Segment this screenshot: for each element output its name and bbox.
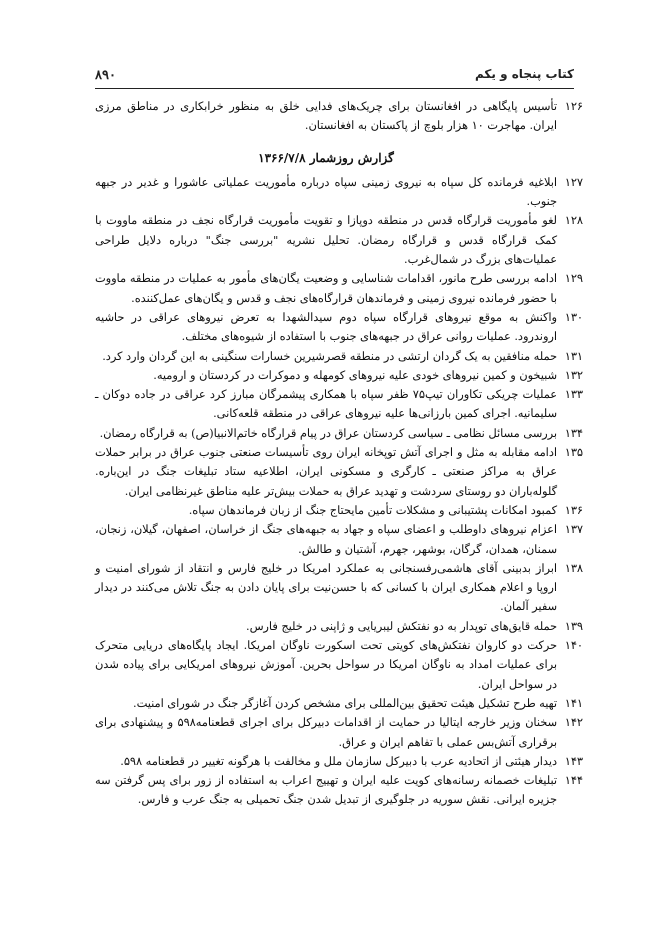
list-item <box>95 385 583 424</box>
item-number: ۱۳۹ <box>564 619 583 633</box>
item-text: بررسی مسائل نظامی ـ سیاسی کردستان عراق در پیام قرارگاه خاتم‌الانبیا(ص) به قرارگاه رمضان. <box>99 426 557 440</box>
chronology-content <box>95 97 583 810</box>
item-text: ابراز بدبینی آقای هاشمی‌رفسنجانی به عملکرد امریکا در خلیج فارس و انتقاد از شورای امنیت و اروپا و اعلام همکاری ایران با کسانی که با حسن‌نیت برای پایان دادن به جنگ تلاش می‌کنند در دیدار سفیر آلمان. <box>95 561 557 614</box>
item-number: ۱۴۲ <box>564 716 583 730</box>
item-number: ۱۲۶ <box>564 100 583 113</box>
item-text: شبیخون و کمین نیروهای خودی علیه نیروهای کومهله و دموکرات در کردستان و ارومیه. <box>153 368 557 382</box>
list-item <box>95 617 583 636</box>
list-item <box>95 424 583 443</box>
page-number: ۸۹۰ <box>95 68 116 83</box>
item-text: سخنان وزیر خارجه ایتالیا در حمایت از اقدامات دبیرکل برای اجرای قطعنامه۵۹۸ و پیشنهادی برای برقراری آتش‌بس عملی با تفاهم ایران و عراق. <box>95 716 557 749</box>
list-item <box>95 636 583 694</box>
list-item <box>95 173 583 212</box>
item-text: تهیه طرح تشکیل هیئت تحقیق بین‌المللی برای مشخص کردن آغازگر جنگ در شورای امنیت. <box>133 696 557 710</box>
item-number: ۱۴۱ <box>564 696 583 710</box>
item-number: ۱۴۰ <box>564 639 583 653</box>
running-header <box>95 66 574 89</box>
list-item <box>95 97 583 136</box>
item-text: دیدار هیئتی از اتحادیه عرب با دبیرکل سازمان ملل و مخالفت با هرگونه تغییر در قطعنامه ۵۹۸. <box>120 754 557 768</box>
list-item <box>95 347 583 366</box>
list-item <box>95 771 583 810</box>
item-number: ۱۴۳ <box>564 754 583 768</box>
item-number: ۱۳۵ <box>564 446 583 460</box>
item-text: ابلاغیه فرمانده کل سپاه به نیروی زمینی سپاه درباره مأموریت عملیاتی عاشورا و غدیر در جبهه جنوب. <box>95 175 557 209</box>
item-number: ۱۲۹ <box>564 272 583 286</box>
list-item <box>95 308 583 347</box>
item-number: ۱۳۳ <box>564 388 583 402</box>
list-item <box>95 752 583 771</box>
item-text: کمبود امکانات پشتیبانی و مشکلات تأمین مایحتاج جنگ از زبان فرماندهان سپاه. <box>188 503 557 517</box>
list-item <box>95 559 583 617</box>
list-item <box>95 520 583 559</box>
item-text: ادامه مقابله به مثل و اجرای آتش توپخانه ایران روی تأسیسات صنعتی جنوب عراق در برابر حملات عراق به مراکز صنعتی ـ کارگری و مسکونی ایران، اطلاعیه ستاد تبلیغات جنگ در این‌باره. گلوله‌باران دو روستای سردشت و تهدید عراق به حملات بیش‌تر علیه مناطق غیرنظامی ایران. <box>95 446 557 498</box>
item-text: ادامه بررسی طرح مانور، اقدامات شناسایی و وضعیت یگان‌های مأمور به عملیات در منطقه ماووت با حضور فرمانده نیروی زمینی و فرماندهان قرارگاه‌های نجف و قدس و یگان‌های عمل‌کننده. <box>95 272 557 305</box>
item-text: عملیات چریکی تکاوران تیپ۷۵ ظفر سپاه با همکاری پیشمرگان مبارز کرد عراقی در جاده دوکان ـ سلیمانیه. اجرای کمین بارزانی‌ها علیه نیروهای عراقی در منطقه قلعه‌کانی. <box>95 388 557 421</box>
item-number: ۱۴۴ <box>564 774 583 788</box>
item-number: ۱۲۷ <box>564 175 583 189</box>
item-number: ۱۳۸ <box>564 561 583 575</box>
list-item <box>95 694 583 713</box>
item-text: تبلیغات خصمانه رسانه‌های کویت علیه ایران و تهییج اعراب به استفاده از زور برای پس گرفتن سه جزیره ایرانی. نقش سوریه در جلوگیری از تبدیل شدن جنگ تحمیلی به جنگ عرب و فارس. <box>95 774 557 807</box>
book-title: کتاب پنجاه و یکم <box>475 67 574 81</box>
item-number: ۱۳۶ <box>564 503 583 517</box>
list-item <box>95 366 583 385</box>
item-number: ۱۳۲ <box>564 368 583 382</box>
list-item <box>95 501 583 520</box>
section-title: گزارش روزشمار ۱۳۶۶/۷/۸ <box>258 150 394 165</box>
list-item <box>95 211 583 269</box>
item-text: اعزام نیروهای داوطلب و اعضای سپاه و جهاد به جبهه‌های جنگ از خراسان، اصفهان، گیلان، زنجان، سمنان، همدان، گرگان، بوشهر، جهرم، آشتیان و طالش. <box>95 523 557 556</box>
item-text: حمله منافقین به یک گردان ارتشی در منطقه قصرشیرین خسارات سنگینی به این گردان وارد کرد. <box>102 349 557 363</box>
list-item <box>95 713 583 752</box>
item-text: لغو مأموریت قرارگاه قدس در منطقه دوپازا و تقویت مأموریت قرارگاه نجف در منطقه ماووت با کمک قرارگاه قدس و قرارگاه رمضان. تحلیل نشریه "بررسی جنگ" درباره دلایل طراحی عملیات‌های بزرگ در شمال‌غرب. <box>95 214 557 267</box>
item-text: حرکت دو کاروان نفتکش‌های کویتی تحت اسکورت ناوگان امریکا. ایجاد پایگاه‌های دریایی متحرک برای عملیات امداد به ناوگان امریکا در سواحل بحرین. آموزش نیروهای امریکایی برای پیاده شدن در سواحل ایران. <box>95 639 557 691</box>
item-number: ۱۳۱ <box>564 349 583 363</box>
item-text: واکنش به موقع نیروهای قرارگاه سپاه دوم سیدالشهدا به تعرض نیروهای عراقی در حاشیه اروندرود. عملیات روانی عراق در جبهه‌های جنوب با استفاده از شیوه‌های مختلف. <box>95 310 557 344</box>
item-number: ۱۳۴ <box>564 426 583 440</box>
list-item <box>95 443 583 501</box>
item-text: تأسیس پایگاهی در افغانستان برای چریک‌های فدایی خلق به منظور خرابکاری در مناطق مرزی ایران. مهاجرت ۱۰ هزار بلوچ از پاکستان به افغانستان. <box>95 100 557 133</box>
item-number: ۱۲۸ <box>564 214 583 228</box>
item-number: ۱۳۷ <box>564 523 583 537</box>
list-item <box>95 269 583 308</box>
item-text: حمله قایق‌های توپدار به دو نفتکش لیبریایی و ژاپنی در خلیج فارس. <box>246 619 557 633</box>
item-number: ۱۳۰ <box>564 310 583 324</box>
